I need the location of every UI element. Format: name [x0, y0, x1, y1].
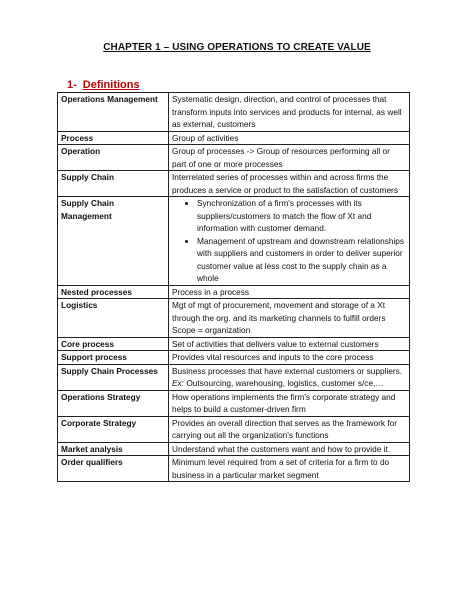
definition-cell: Set of activities that delivers value to external customers [169, 337, 410, 351]
definition-cell: Understand what the customers want and how to provide it. [169, 442, 410, 456]
definition-cell: Provides an overall direction that serves as the framework for carrying out all the organization's functions [169, 416, 410, 442]
term-cell: Process [58, 131, 169, 145]
section-number: 1- [67, 79, 77, 91]
term-cell: Support process [58, 351, 169, 365]
definition-cell [169, 364, 410, 390]
table-row [58, 93, 410, 132]
definition-note: Scope = organization [172, 325, 251, 335]
table-row [58, 145, 410, 171]
definition-cell: Interrelated series of processes within and across firms the produces a service or product to the satisfaction of customers [169, 171, 410, 197]
definition-cell: Group of processes -> Group of resources performing all or part of one or more processes [169, 145, 410, 171]
example-label: Ex: [172, 378, 184, 388]
definitions-table [57, 92, 410, 482]
table-row [58, 456, 410, 482]
section-heading [67, 79, 140, 91]
term-cell: Operation [58, 145, 169, 171]
term-cell: Corporate Strategy [58, 416, 169, 442]
chapter-title: CHAPTER 1 – USING OPERATIONS TO CREATE VALUE [103, 42, 371, 53]
term-cell: Order qualifiers [58, 456, 169, 482]
definition-cell: Provides vital resources and inputs to the core process [169, 351, 410, 365]
table-row [58, 364, 410, 390]
definition-cell: Process in a process [169, 285, 410, 299]
table-row [58, 416, 410, 442]
term-cell: Core process [58, 337, 169, 351]
definition-text: Business processes that have external customers or suppliers. [172, 365, 403, 376]
section-title: Definitions [82, 79, 140, 91]
table-row [58, 197, 410, 286]
term-cell: Supply Chain Processes [58, 364, 169, 390]
example-text: Outsourcing, warehousing, logistics, customer s/ce,… [186, 378, 384, 388]
definition-cell: Systematic design, direction, and control of processes that transform inputs into services and products for internal, as well as external, customers [169, 93, 410, 132]
table-row [58, 337, 410, 351]
term-cell: Nested processes [58, 285, 169, 299]
definition-cell: How operations implements the firm's corporate strategy and helps to build a customer-driven firm [169, 390, 410, 416]
table-row [58, 171, 410, 197]
table-row [58, 131, 410, 145]
term-cell: Supply Chain [58, 171, 169, 197]
bullet-item: • Synchronization of a firm's processes with its suppliers/customers to match the flow of Xt and information with customer demand. [197, 197, 406, 235]
definition-cell: Group of activities [169, 131, 410, 145]
definition-cell [169, 197, 410, 286]
bullet-list [172, 197, 406, 285]
table-row [58, 390, 410, 416]
bullet-item: • Management of upstream and downstream relationships with suppliers and customers in order to deliver superior customer value at less cost to the supply chain as a whole [197, 235, 406, 285]
table-row [58, 351, 410, 365]
term-cell: Operations Strategy [58, 390, 169, 416]
table-row [58, 299, 410, 338]
term-cell: Supply Chain Management [58, 197, 169, 286]
table-row [58, 285, 410, 299]
definition-cell [169, 299, 410, 338]
term-cell: Logistics [58, 299, 169, 338]
table-row [58, 442, 410, 456]
term-cell: Market analysis [58, 442, 169, 456]
term-cell: Operations Management [58, 93, 169, 132]
definition-cell: Minimum level required from a set of criteria for a firm to do business in a particular market segment [169, 456, 410, 482]
definition-text: Mgt of mgt of procurement, movement and storage of a Xt through the org. and its marketing channels to fulfill orders [172, 300, 386, 323]
